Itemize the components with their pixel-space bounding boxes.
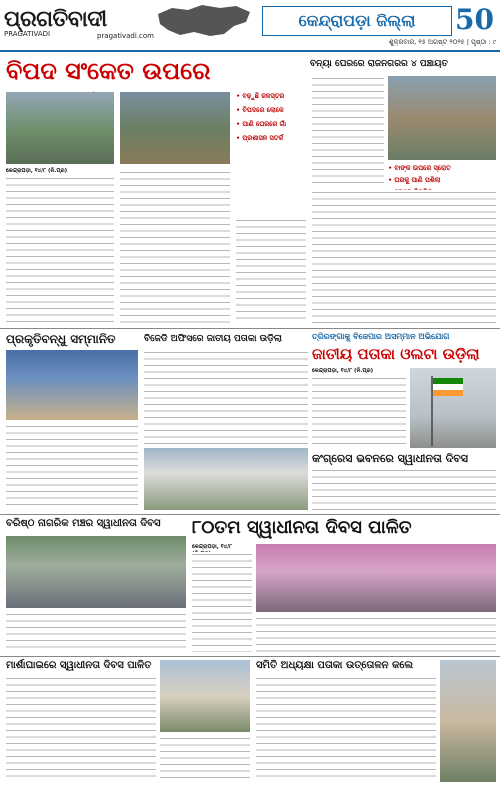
odisha-map-icon [150,2,260,40]
top-right-headline: ବନ୍ୟା ଘେରରେ ରାଜନଗରର ୪ ପଞ୍ଚାୟତ [310,59,448,69]
masthead-rule [0,50,500,52]
prakriti-photo [6,350,138,420]
section-rule-3 [0,656,500,657]
date-text: ଶୁକ୍ରବାର, ୧୫ ଅଗଷ୍ଟ ୨୦୨୫ [388,38,465,46]
senior-head: ବରିଷ୍ଠ ନାଗରିକ ମଞ୍ଚର ସ୍ୱାଧୀନତା ଦିବସ [6,518,161,529]
sidebar-item: • ବିପଦରେ ଲୋକେ [236,106,284,114]
flag-headline: ଜାତୀୟ ପତାକା ଓଲଟା ଉଡ଼ିଲା [312,345,480,363]
top-right-article-2 [312,190,496,324]
top-right-article [312,76,384,186]
bjd-photo [144,448,308,510]
bjd-article [144,350,308,444]
flag-photo [410,368,496,448]
page-number: ପୃଷ୍ଠା : ୯ [470,38,496,46]
prakriti-head: ପ୍ରକୃତିବନ୍ଧୁ ସମ୍ମାନିତ [6,332,116,346]
flood-photo [6,92,114,164]
flag-section-head: ତ୍ରିରଙ୍ଗାକୁ ବିଜେପାର ଅସମ୍ମାନ ଅଭିଯୋଗ [312,332,450,341]
sidebar-item: • ପ୍ରଶାସନ ସତର୍କ [236,134,284,142]
congress-head: କଂଗ୍ରେସ ଭବନରେ ସ୍ୱାଧୀନତା ଦିବସ [312,452,468,465]
top-byline: କେନ୍ଦ୍ରାପଡ଼ା, ୧୪/୮ (ନି.ପ୍ର) [6,168,68,174]
flood-photo-2 [120,92,230,164]
flag-icon [410,368,496,448]
top-article-col2 [120,170,230,324]
masthead-brand [4,6,154,40]
main-bottom-photo [256,544,496,612]
brand-url: pragativadi.com [96,32,154,40]
sidebar-item: • ପାଣି ଘେରରେ ଗାଁ [236,120,287,128]
samiti-article [256,676,436,782]
main-bottom-article-2 [256,616,496,652]
main-bottom-headline: ୮୦ତମ ସ୍ୱାଧୀନତା ଦିବସ ପାଳିତ [192,517,412,538]
top-sidebar [236,92,306,212]
middle-byline: କେନ୍ଦ୍ରାପଡ଼ା, ୧୪/୮ (ନି.ପ୍ର) [312,368,374,374]
section-rule-2 [0,514,500,515]
top-article-col1 [6,176,114,324]
marshaghai-head: ମାର୍ଶାଘାଇରେ ସ୍ୱାଧୀନତା ଦିବସ ପାଳିତ [6,660,152,671]
right-subhead: • ଘରକୁ ପାଣି ପଶିଲା [388,176,441,184]
samiti-head: ସମିତି ଅଧ୍ୟକ୍ଷା ପତାକା ଉତ୍ତୋଳନ କଲେ [256,660,414,671]
brand-name: ପ୍ରଗତିବାଦୀ [4,6,107,32]
senior-photo [6,536,186,608]
anniversary-number: 50 [455,3,494,36]
samiti-photo [440,660,496,782]
top-article-col3 [236,218,306,324]
right-subhead: • ବାଙ୍କ ଉପରେ ସ୍ରୋତ [388,164,451,172]
brand-sub: PRAGATIVADI [4,30,51,38]
flood-photo-3 [388,76,496,160]
marshaghai-article [6,676,156,782]
district-title: କେନ୍ଦ୍ରାପଡ଼ା ଜିଲ୍ଲା [298,11,416,30]
prakriti-article [6,424,138,510]
senior-article [6,612,186,652]
top-headline: ବିପଦ ସଂକେତ ଉପରେ [6,56,211,85]
sidebar-item: • ବଢ଼ୁଛି ଜଳସ୍ତର [236,92,285,100]
flag-article [312,376,406,446]
marshaghai-photo [160,660,250,732]
bjd-head: ବିଜେଡି ଅଫିସରେ ଜାତୀୟ ପତାକା ଉଡ଼ିଲା [144,334,282,344]
anniversary-badge [455,3,497,39]
congress-article [312,468,496,510]
marshaghai-article-2 [160,736,250,782]
main-bottom-article [192,552,252,652]
bottom-byline: କେନ୍ଦ୍ରାପଡ଼ା, ୧୪/୮ [192,544,233,550]
district-banner [262,6,452,36]
section-rule [0,328,500,329]
dateline: ଶୁକ୍ରବାର, ୧୫ ଅଗଷ୍ଟ ୨୦୨୫ | ପୃଷ୍ଠା : ୯ [388,38,496,46]
